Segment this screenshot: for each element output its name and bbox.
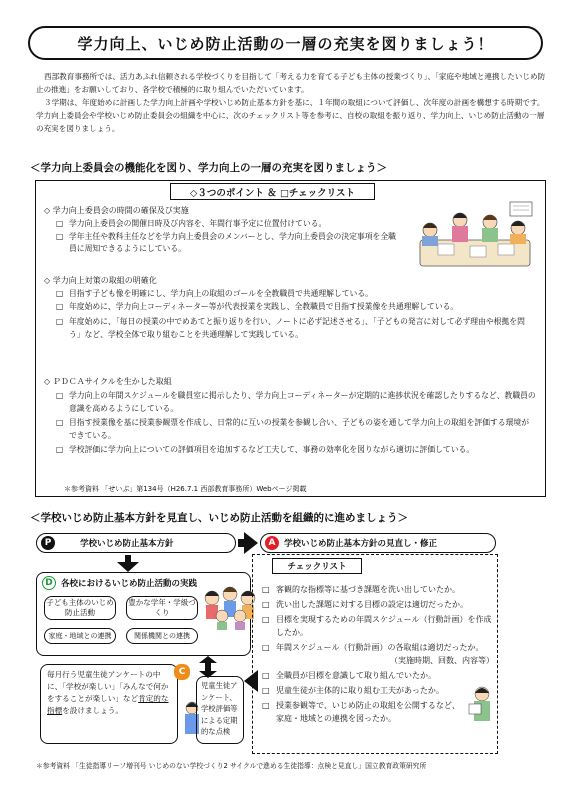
intro-text [36, 70, 546, 135]
plan-pill [36, 533, 236, 553]
intro-paragraph-1: 西部教育事務所では、活力あふれ信頼される学校づくりを目指して「考える力を育てる子ども主体の授業づくり」、「家庭や地域と連携したいじめ防止の推進」をお願いしており、各学校で積極的に取り組んでいただいています。 [36, 72, 546, 94]
checkbox-icon: □ [56, 301, 64, 311]
pdca-checklist [262, 583, 494, 725]
checklist-item: □ 学年主任や教科主任などを学力向上委員会のメンバーとし、学力向上委員会の決定事項を全職員に周知できるようにしている。 [56, 231, 396, 256]
do-title: 各校におけるいじめ防止活動の実践 [61, 579, 198, 589]
act-title: 学校いじめ防止基本方針の見直し・修正 [284, 539, 438, 549]
survey-text-end: を設けましょう。 [62, 706, 123, 715]
checklist-group-3 [56, 390, 536, 457]
act-pill [260, 533, 496, 553]
checklist-item: □ 目標を実現するための年間スケジュール（行動計画）を作成したか。 [262, 615, 492, 637]
plan-title: 学校いじめ防止基本方針 [80, 539, 174, 549]
point-heading-3: ◇ ＰＤＣＡサイクルを生かした取組 [44, 377, 172, 386]
arrow-updown-icon [199, 656, 217, 678]
page-title: 学力向上、いじめ防止活動の一層の充実を図りましょう！ [28, 26, 543, 60]
checklist-item: □ 全職員が目標を意識して取り組んでいたか。 [262, 671, 436, 680]
checklist-group-1 [56, 218, 396, 256]
checkbox-icon: □ [56, 289, 64, 298]
checkbox-icon: □ [262, 615, 270, 624]
checkbox-icon: □ [262, 600, 270, 609]
checklist-item: □ 児童生徒が主体的に取り組む工夫があったか。 [262, 686, 444, 695]
checkbox-icon: □ [56, 219, 64, 228]
do-item-2: 豊かな学年・学級づくり [126, 596, 198, 620]
do-item-1: 子ども主体のいじめ防止活動 [44, 596, 116, 620]
point-heading-2: ◇ 学力向上対策の取組の明確化 [44, 276, 157, 285]
section1-box-title: ◇３つのポイント ＆ □チェックリスト [170, 183, 375, 200]
do-item-3: 家庭・地域との連携 [44, 628, 116, 644]
checklist-group-2 [56, 288, 536, 341]
checklist-title: チェックリスト [272, 558, 362, 574]
checklist-item: □ 客観的な指標等に基づき課題を洗い出していたか。 [262, 585, 460, 594]
checklist-item: □ 目指す授業像を基に授業参観票を作成し、日常的に互いの授業を参観し合い、子どもの姿を通して学力向上の取組を評価する環境ができている。 [56, 417, 536, 442]
survey-text: 毎月行う児童生徒アンケートの中に、「学校が楽しい」「みんなで何かをすることが楽しい」など [47, 670, 169, 703]
checklist-item: □ 学力向上委員会の開催日時及び内容を、年間行事予定に位置付けている。 [56, 218, 396, 231]
point-heading-1: ◇ 学力向上委員会の時間の確保及び実施 [44, 206, 189, 215]
checklist-item: □ 授業参観等で、いじめ防止の取組を公開するなど、家庭・地域との連携を図ったか。 [262, 701, 460, 723]
d-circle-icon: D [42, 576, 56, 590]
do-heading [42, 576, 197, 590]
c-circle-icon: C [174, 664, 190, 680]
survey-emphasis: 肯定的な指標 [47, 694, 169, 715]
checkbox-icon: □ [56, 231, 64, 241]
do-item-4: 関係機関との連携 [126, 628, 198, 644]
reference-note-2: ＊参考資料 「生徒指導リーフ増刊号 いじめのない学校づくり2 サイクルで進める生徒指導：点検と見直し」国立教育政策研究所 [36, 762, 427, 770]
survey-box [40, 664, 178, 744]
checklist-item: □ 洗い出した課題に対する目標の設定は適切だったか。 [262, 600, 468, 609]
checkbox-icon: □ [262, 701, 270, 710]
children-illustration [200, 580, 260, 630]
checklist-item: □ 学校評価に学力向上についての評価項目を追加するなど工夫して、事務の効率化を図りながら適切に評価している。 [56, 444, 536, 457]
arrow-right-icon [244, 532, 258, 554]
section2-heading: ＜学校いじめ防止基本方針を見直し、いじめ防止活動を組織的に進めましょう＞ [30, 512, 408, 524]
checkbox-icon: □ [56, 445, 64, 454]
checkbox-icon: □ [262, 643, 270, 652]
arrow-down-icon [117, 562, 139, 572]
intro-paragraph-2: ３学期は、年度始めに計画した学力向上計画や学校いじめ防止基本方針を基に、１年間の取組について評価し、次年度の計画を構想する時期です。学力向上委員会や学校いじめ防止委員会の組織を中心に、次のチェックリスト等を参考に、自校の取組を振り返り、学力向上、いじめ防止活動の一層の充実を図りましょう。 [36, 98, 545, 133]
checklist-item: □ 学力向上の年間スケジュールを職員室に掲示したり、学力向上コーディネーターが定期的に進捗状況を確認したりするなど、教職員の意識を高めるようにしている。 [56, 390, 536, 415]
checkbox-icon: □ [56, 418, 64, 427]
checkbox-icon: □ [56, 391, 64, 400]
checkbox-icon: □ [262, 686, 270, 695]
reference-note-1: ＊参考資料 「せいぶ」第134号（H26.7.1 西部教育事務所）Webページ掲載 [64, 485, 307, 493]
checkbox-icon: □ [56, 317, 64, 326]
checklist-item: □ 年度始めに、学力向上コーディネーター等が代表授業を実践し、全教職員で目指す授業像を共通理解している。 [56, 301, 536, 314]
section1-heading: ＜学力向上委員会の機能化を図り、学力向上の一層の充実を図りましょう＞ [30, 162, 387, 174]
checkbox-icon: □ [262, 585, 270, 594]
checkbox-icon: □ [262, 671, 270, 680]
check-box: 児童生徒アンケート、学校評価等による定期的な点検 [196, 676, 244, 744]
checklist-note: （実施時期、回数、内容等） [390, 656, 494, 665]
p-circle-icon: P [41, 536, 55, 550]
checklist-item: □ 年間スケジュール（行動計画）の各取組は適切だったか。 [262, 643, 484, 652]
checklist-item: □ 目指す子ども像を明確にし、学力向上の取組のゴールを全教職員で共通理解している。 [56, 288, 536, 301]
a-circle-icon: A [265, 536, 279, 550]
teachers-meeting-illustration [410, 200, 538, 278]
checklist-item: □ 年度始めに、「毎日の授業の中でめあてと振り返りを行い、ノートに必ず記述させる」、「子どもの発言に対して必ず理由や根拠を問う」など、学校全体で取り組むことを共通理解して実践している。 [56, 316, 536, 341]
